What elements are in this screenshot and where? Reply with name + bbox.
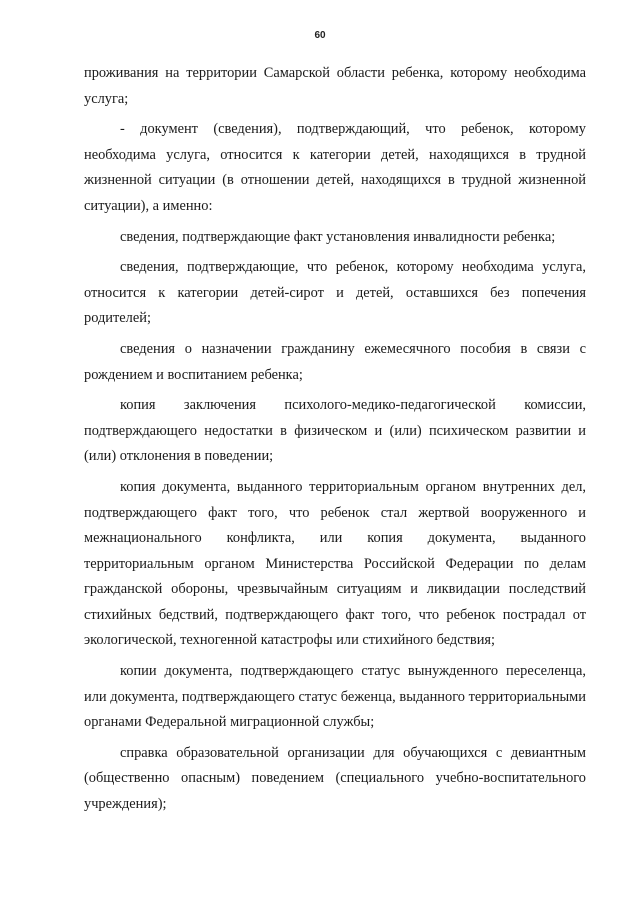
paragraph-disability-info: сведения, подтверждающие факт установления инвалидности ребенка; <box>120 228 556 245</box>
paragraph-educational-organization-certificate: справка образовательной организации для обучающихся с девиантным (общественно опасным) поведением (специального учебно-воспитательного учреждения); <box>84 744 586 813</box>
paragraph-residence-continuation: проживания на территории Самарской области ребенка, которому необходима услуга; <box>84 65 586 107</box>
paragraph-refugee-status-document: копии документа, подтверждающего статус вынужденного переселенца, или документа, подтверждающего статус беженца, выданного территориальными органами Федеральной миграционной службы; <box>84 663 586 731</box>
paragraph-difficult-situation-document: - документ (сведения), подтверждающий, что ребенок, которому необходима услуга, относится к категории детей, находящихся в трудной жизненной ситуации (в отношении детей, находящихся в трудной жизненной ситуации), а именно: <box>84 121 586 214</box>
paragraph-orphan-info: сведения, подтверждающие, что ребенок, которому необходима услуга, относится к категории детей-сирот и детей, оставшихся без попечения родителей; <box>84 259 586 327</box>
paragraph-conflict-victim-document: копия документа, выданного территориальным органом внутренних дел, подтверждающего факт того, что ребенок стал жертвой вооруженного и межнационального конфликта, или копия документа, выданного территориальным органом Министерства Российской Федерации по делам гражданской обороны, чрезвычайным ситуациям и ликвидации последствий стихийных бедствий, подтверждающего факт того, что ребенок пострадал от экологической, техногенной катастрофы или стихийного бедствия; <box>84 478 586 649</box>
page-number: 60 <box>314 30 326 41</box>
paragraph-monthly-allowance-info: сведения о назначении гражданину ежемесячного пособия в связи с рождением и воспитанием ребенка; <box>84 340 586 383</box>
paragraph-pmpk-conclusion: копия заключения психолого-медико-педагогической комиссии, подтверждающего недостатки в физическом и (или) психическом развитии и (или) отклонения в поведении; <box>84 397 586 465</box>
document-body <box>84 61 586 823</box>
